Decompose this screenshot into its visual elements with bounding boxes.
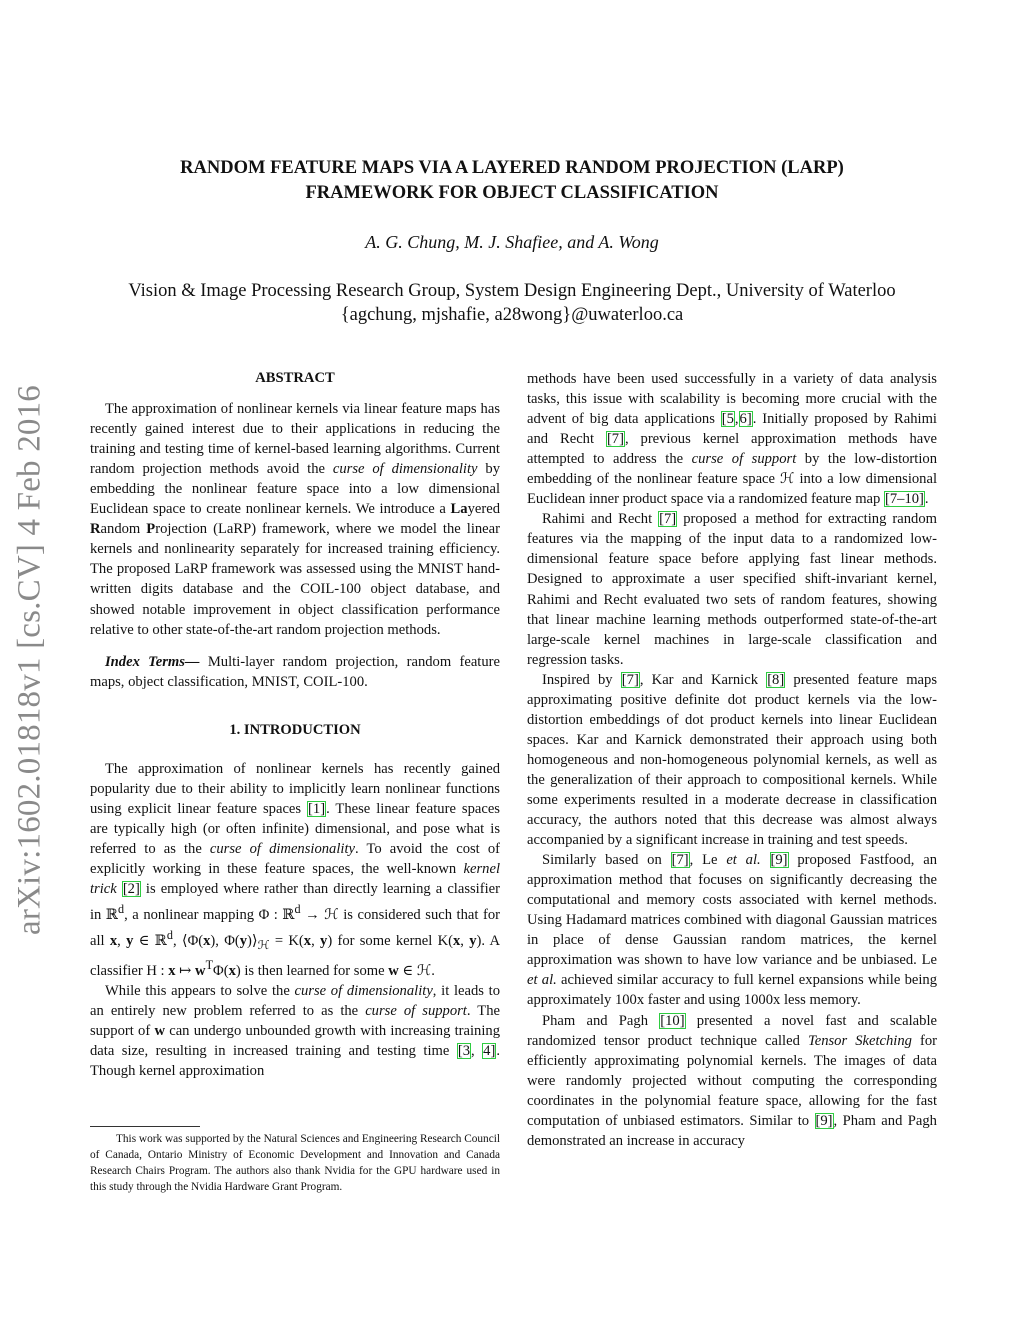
title-line-1: RANDOM FEATURE MAPS VIA A LAYERED RANDOM PROJECTION (LARP) <box>180 158 844 178</box>
footnote: This work was supported by the Natural Sciences and Engineering Research Council of Canada, Ontario Ministry of Economic Development and Innovation and Canada Research Chairs Program. The authors also thank Nvidia for the GPU hardware used in this study through the Nvidia Hardware Grant Program. <box>90 1133 500 1193</box>
citation-link[interactable]: 4] <box>483 1042 496 1059</box>
right-paragraph-1: methods have been used successfully in a variety of data analysis tasks, this issue with scalability is becoming more crucial with the advent of big data applications [5,6]. Initially proposed by Rahimi and Recht [7], previous kernel approximation methods have attempted to address the curse of support by the low-distortion embedding of the nonlinear feature space ℋ into a low dimensional Euclidean inner product space via a randomized feature map [7–10]. <box>527 371 937 508</box>
authors: A. G. Chung, M. J. Shafiee, and A. Wong <box>365 232 659 252</box>
title-line-2: FRAMEWORK FOR OBJECT CLASSIFICATION <box>305 183 719 203</box>
left-column <box>90 368 500 1081</box>
affiliation: Vision & Image Processing Research Group, System Design Engineering Dept., University of Waterloo <box>128 281 896 301</box>
citation-link[interactable]: [1] <box>308 800 326 817</box>
arxiv-identifier-stamp <box>0 360 60 960</box>
introduction-heading: 1. INTRODUCTION <box>229 721 361 738</box>
right-paragraph-4: Similarly based on [7], Le et al. [9] proposed Fastfood, an approximation method that focuses on significantly decreasing the computational and memory costs associated with kernel methods. Using Hadamard matrices combined with diagonal Gaussian matrices in place of dense Gaussian random matrices, the kernel approximation was shown to have low variance and be unbiased. Le et al. achieved similar accuracy to full kernel expansions while being approximately 100x faster and using 1000x less memory. <box>527 852 938 1009</box>
arxiv-id-text: arXiv:1602.01818v1 [cs.CV] 4 Feb 2016 <box>11 384 48 936</box>
citation-link[interactable]: [10] <box>660 1012 685 1029</box>
citation-link[interactable]: [5 <box>721 411 734 428</box>
citation-link[interactable]: [7] <box>606 431 624 448</box>
right-paragraph-5: Pham and Pagh [10] presented a novel fast and scalable randomized tensor product technique called Tensor Sketching for efficiently approximating polynomial kernels. The images of data were randomly projected without computing the corresponding coordinates in the polynomial feature space, allowing for the fast computation of unbiased estimators. Similar to [9], Pham and Pagh demonstrated an increase in accuracy <box>527 1012 937 1149</box>
index-terms: Index Terms— Multi-layer random projection, random feature maps, object classification, MNIST, COIL-100. <box>90 653 500 690</box>
intro-paragraph-2: While this appears to solve the curse of dimensionality, it leads to an entirely new problem referred to as the curse of support. The support of w can undergo unbounded growth with increasing training data size, resulting in increased training and testing time [3, 4]. Though kernel approximation <box>90 982 500 1079</box>
right-paragraph-2: Rahimi and Recht [7] proposed a method for extracting random features via the mapping of the input data to a randomized low-dimensional feature space before applying fast linear methods. Designed to approximate a user specified shift-invariant kernel, Rahimi and Recht evaluated two sets of random features, showing that linear machine learning methods outperformed state-of-the-art large-scale kernel machines in large-scale classification and regression tasks. <box>527 511 937 668</box>
intro-paragraph-1: The approximation of nonlinear kernels has recently gained popularity due to their ability to implicitly learn nonlinear functions using explicit linear feature spaces [1]. These linear feature spaces are typically high (or often infinite) dimensional, and pose what is referred to as the curse of dimensionality. To avoid the cost of explicitly working in these feature spaces, the well-known kernel trick [2] is employed where rather than directly learning a classifier in ℝ$^d$, a nonlinear mapping Φ : ℝ$^d$ → ℋ is considered such that for all x, y ∈ ℝ$^d$, ⟨Φ(x), $\Phi(y)⟩_ℋ = K(x$, y) for some kernel K(x, y). A classifier H : x ↦ $w^T\Phi(x)$ is then learned for some w ∈ ℋ. <box>90 760 501 979</box>
right-paragraph-3: Inspired by [7], Kar and Karnick [8] presented feature maps approximating positive definite dot product kernels via the low-distortion embeddings of dot product kernels into linear Euclidean spaces. Kar and Karnick demonstrated their approach using both homogeneous and non-homogeneous polynomial kernels, as well as the generalization of their approach to compositional kernels. While some experiments resulted in a moderate decrease in classification accuracy, the authors noted that this decrease was almost always accompanied by a significant increase in training and test speeds. <box>527 671 938 849</box>
citation-link[interactable]: [3 <box>457 1042 471 1059</box>
citation-link[interactable]: [7] <box>621 671 639 688</box>
citation-link[interactable]: [9] <box>770 852 788 869</box>
right-column <box>527 369 937 1151</box>
affiliation-block <box>80 279 944 327</box>
citation-link[interactable]: [9] <box>815 1112 833 1129</box>
footnote-rule <box>90 1126 200 1127</box>
citation-link[interactable]: [7] <box>659 511 677 528</box>
citation-link[interactable]: [7] <box>671 852 689 869</box>
emails: {agchung, mjshafie, a28wong}@uwaterloo.ca <box>340 305 684 325</box>
abstract-paragraph: The approximation of nonlinear kernels via linear feature maps has recently gained interest due to their applications in reducing the training and testing time of kernel-based learning algorithms. Current random projection methods avoid the curse of dimensionality by embedding the nonlinear feature space into a low dimensional Euclidean space to create nonlinear kernels. We introduce a Layered Random Projection (LaRP) framework, where we model the linear kernels and nonlinearity separately for increased training efficiency. The proposed LaRP framework was assessed using the MNIST hand-written digits database and the COIL-100 object database, and showed notable improvement in object classification performance relative to other state-of-the-art random projection methods. <box>90 401 500 638</box>
citation-link[interactable]: [7–10] <box>884 491 924 508</box>
abstract-heading: ABSTRACT <box>255 370 335 386</box>
citation-link[interactable]: [8] <box>767 671 785 688</box>
citation-link[interactable]: [2] <box>122 881 140 898</box>
paper-title <box>120 156 904 206</box>
citation-link[interactable]: 6] <box>739 411 752 428</box>
